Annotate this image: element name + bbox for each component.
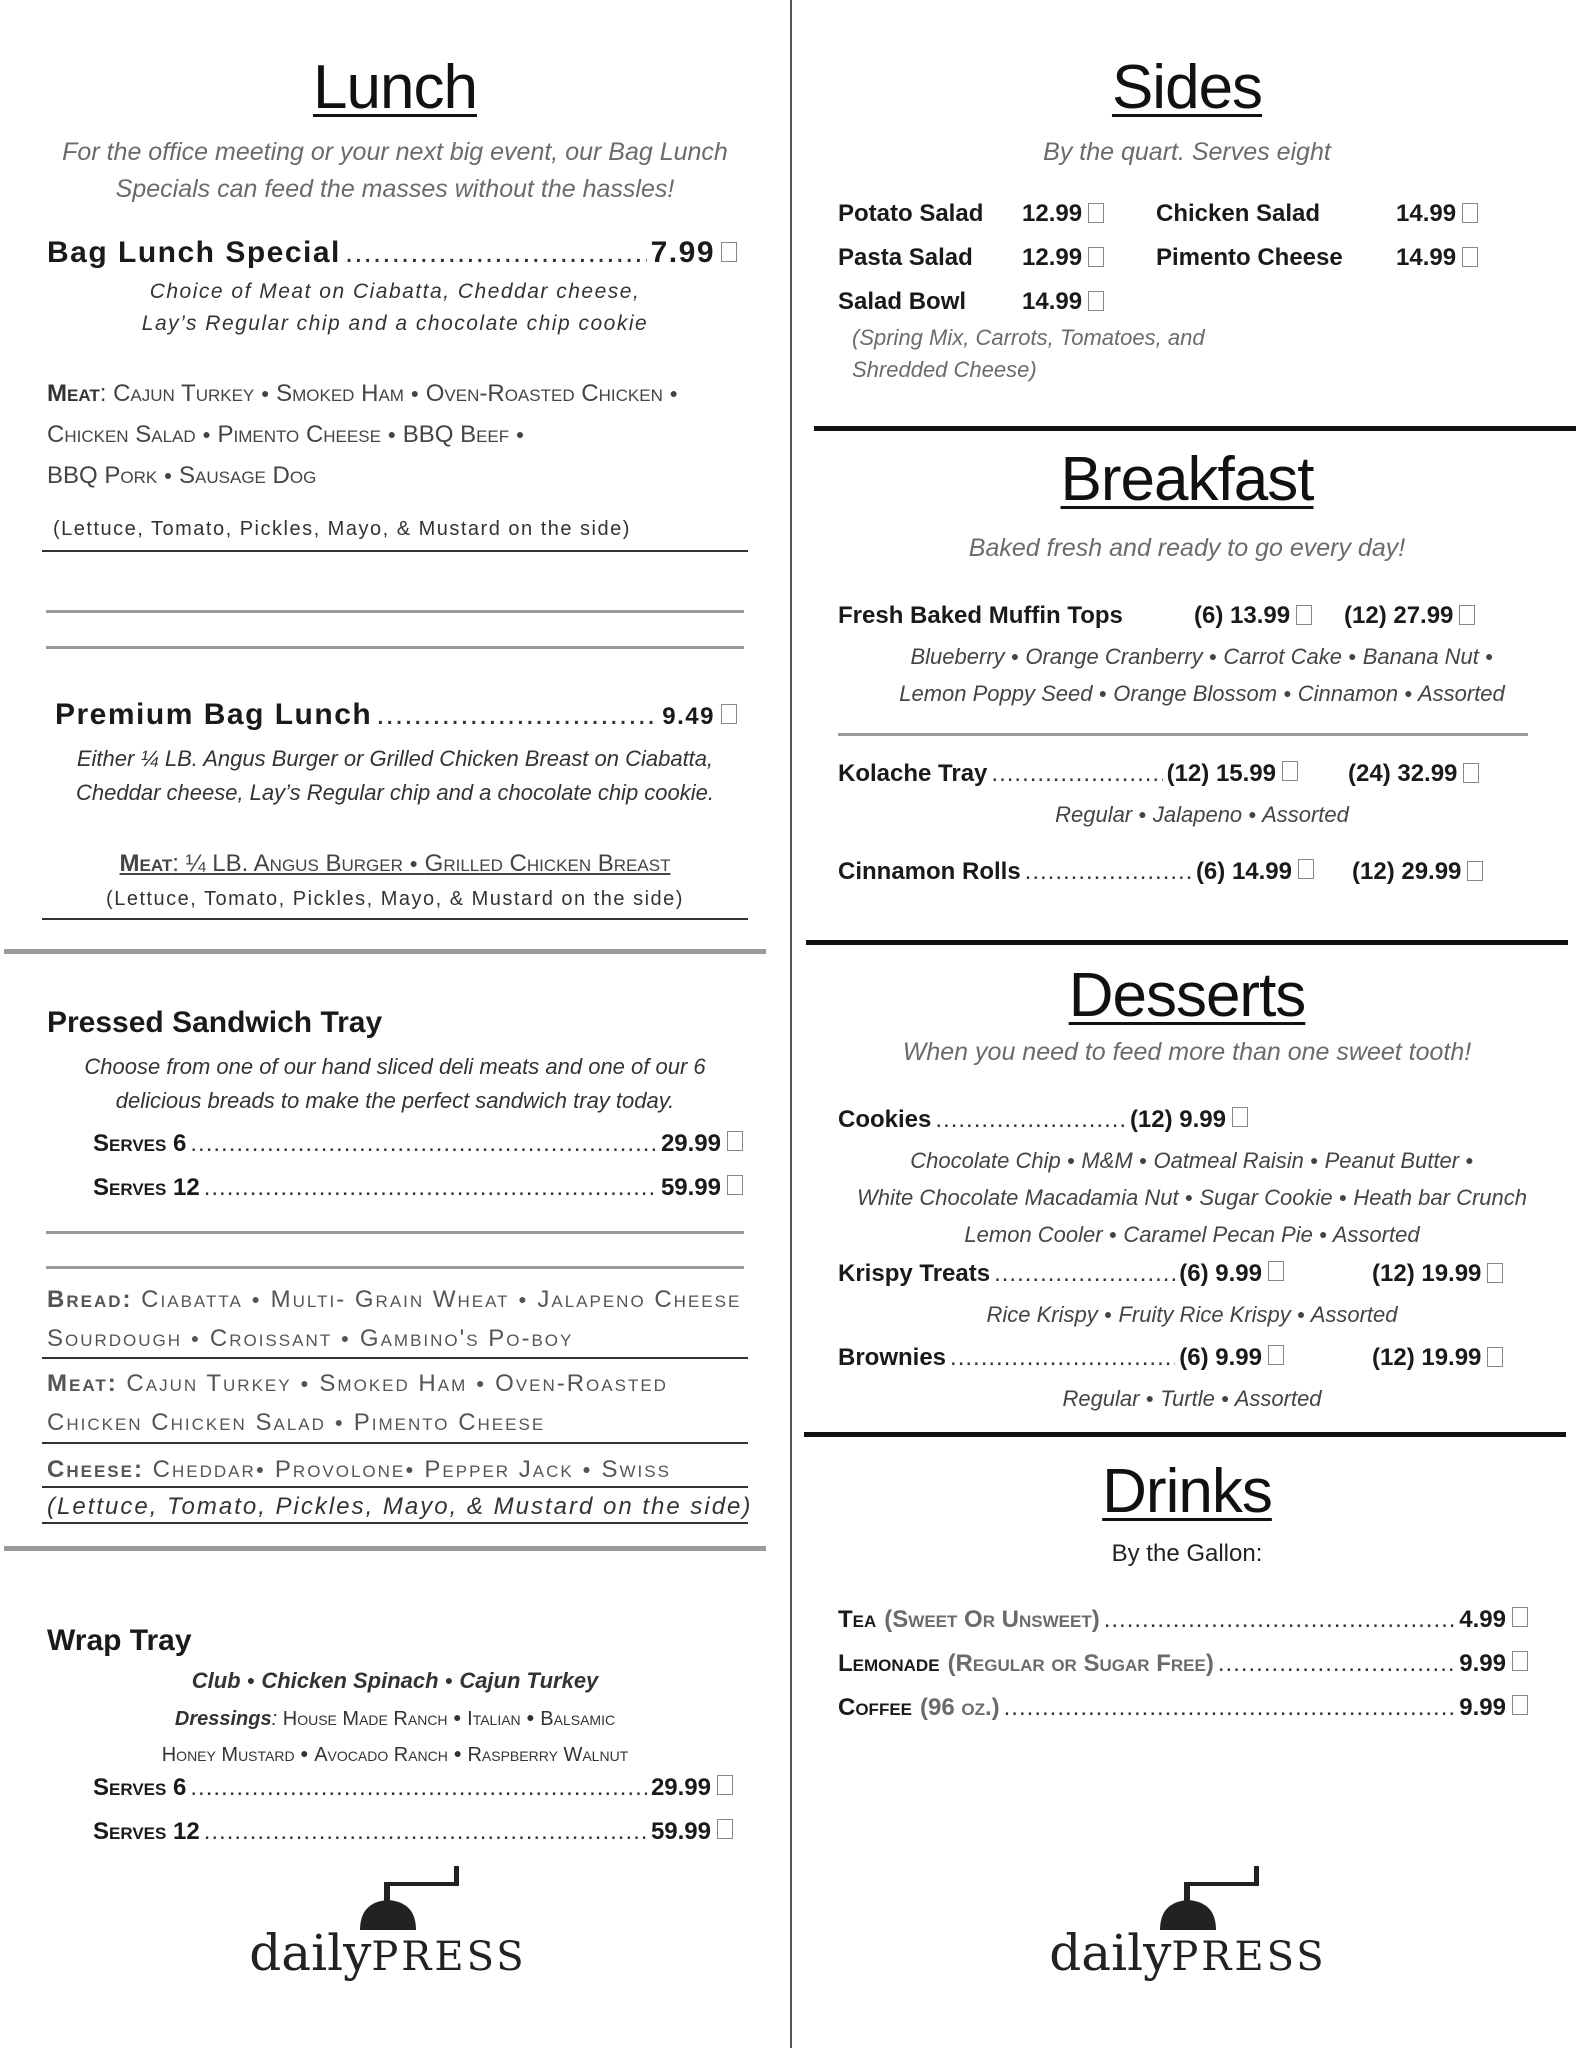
side-name: Salad Bowl — [838, 288, 967, 315]
muffin-6-checkbox[interactable] — [1296, 605, 1312, 625]
bag-lunch-desc: Choice of Meat on Ciabatta, Cheddar cheese, Lay’s Regular chip and a chocolate chip cookie — [141, 280, 649, 335]
flavor-option: Turtle — [1160, 1386, 1215, 1411]
meat-option: Chicken Salad — [47, 421, 196, 448]
wrap-option: Chicken Spinach — [261, 1668, 439, 1693]
drink-note: (Sweet Or Unsweet) — [884, 1606, 1100, 1633]
flavor-option: Chocolate Chip — [910, 1148, 1061, 1173]
pressed-serves-6-label: Serves 6 — [93, 1130, 187, 1157]
bread-label: Bread: — [47, 1286, 133, 1313]
flavor-option: Heath bar Crunch — [1353, 1185, 1527, 1210]
muffin-price-12[interactable] — [1344, 602, 1475, 630]
side-name: Pimento Cheese — [1156, 244, 1343, 271]
cookies-checkbox[interactable] — [1232, 1107, 1248, 1127]
krispy-6-checkbox[interactable] — [1268, 1261, 1284, 1281]
pressed-meat-list: Meat: Cajun Turkey ● Smoked Ham ● Oven-Roasted Chicken Chicken Salad ● Pimento Cheese — [47, 1370, 668, 1436]
flavor-option: Banana Nut — [1362, 644, 1479, 669]
drink-coffee-row[interactable] — [838, 1694, 1528, 1722]
drink-lemonade-row[interactable] — [838, 1650, 1528, 1678]
pressed-serves-6-row[interactable] — [93, 1130, 743, 1158]
wrap-serves-6-checkbox[interactable] — [717, 1775, 733, 1795]
meat-option: Pimento Cheese — [353, 1409, 546, 1436]
premium-price: 9.49 — [662, 703, 715, 730]
price-text: 14.99 — [1022, 288, 1083, 315]
dressing-option: House Made Ranch — [282, 1708, 448, 1730]
price-text: 14.99 — [1396, 200, 1457, 227]
bag-lunch-checkbox[interactable] — [721, 242, 737, 262]
flavor-option: Caramel Pecan Pie — [1123, 1222, 1313, 1247]
flavor-option: Orange Blossom — [1113, 681, 1278, 706]
wrap-serves-12-price: 59.99 — [650, 1818, 711, 1845]
side-name: Potato Salad — [838, 200, 984, 227]
flavor-option: Orange Cranberry — [1025, 644, 1203, 669]
brownies-name: Brownies — [838, 1344, 947, 1371]
side-item-potato-salad[interactable] — [838, 200, 983, 228]
meat-option: Sausage Dog — [179, 462, 317, 489]
krispy-treats-row[interactable] — [838, 1260, 1284, 1288]
kolache-tray-row[interactable] — [838, 760, 1298, 788]
drinks-intro: By the Gallon: — [1111, 1540, 1263, 1567]
meat-option: Pimento Cheese — [217, 421, 381, 448]
price-text: (6) 13.99 — [1194, 602, 1291, 629]
side-checkbox[interactable] — [1088, 203, 1104, 223]
brownies-6-checkbox[interactable] — [1268, 1345, 1284, 1365]
muffin-tops-row[interactable] — [838, 602, 1123, 630]
pressed-tray-name: Pressed Sandwich Tray — [47, 1006, 383, 1039]
lunch-intro: For the office meeting or your next big event, our Bag Lunch Specials can feed the masses without the hassles! — [62, 138, 728, 203]
rule — [46, 646, 744, 649]
muffin-flavors: Blueberry ● Orange Cranberry ● Carrot Cake ● Banana Nut ● Lemon Poppy Seed ● Orange Blossom ● Cinnamon ● Assorted — [899, 644, 1505, 706]
flavor-option: Rice Krispy — [986, 1302, 1098, 1327]
wrap-dressings: Dressings: House Made Ranch ● Italian ● Balsamic Honey Mustard ● Avocado Ranch ● Raspberry Walnut — [161, 1708, 629, 1766]
wrap-tray-name: Wrap Tray — [47, 1624, 192, 1657]
pressed-serves-6-price: 29.99 — [660, 1130, 721, 1157]
price-text: (24) 32.99 — [1348, 760, 1458, 787]
drink-price: 4.99 — [1459, 1606, 1506, 1633]
side-price[interactable] — [1022, 244, 1104, 272]
logo-daily: daily — [249, 1924, 372, 1982]
kolache-flavors: Regular ● Jalapeno ● Assorted — [1055, 802, 1349, 827]
pressed-serves-12-row[interactable] — [93, 1174, 743, 1202]
flavor-option: Assorted — [1262, 802, 1349, 827]
drink-tea-row[interactable] — [838, 1606, 1528, 1634]
drink-checkbox[interactable] — [1512, 1607, 1528, 1627]
side-price[interactable] — [1022, 200, 1104, 228]
dailypress-logo — [248, 1862, 528, 1982]
flavor-option: Assorted — [1310, 1302, 1398, 1327]
side-item-salad-bowl[interactable] — [838, 288, 966, 316]
dressing-option: Italian — [467, 1708, 521, 1730]
breakfast-intro: Baked fresh and ready to go every day! — [968, 534, 1406, 562]
price-text: (12) 29.99 — [1352, 858, 1462, 885]
rule — [46, 610, 744, 613]
wrap-serves-6-label: Serves 6 — [93, 1774, 187, 1801]
logo-daily: daily — [1049, 1924, 1172, 1982]
drink-price: 9.99 — [1459, 1650, 1506, 1677]
meat-option: Grilled Chicken Breast — [424, 850, 671, 877]
cinnamon-name: Cinnamon Rolls — [838, 858, 1021, 885]
flavor-option: Assorted — [1234, 1386, 1322, 1411]
rule — [46, 1266, 744, 1269]
flavor-option: Regular — [1062, 1386, 1140, 1411]
side-checkbox[interactable] — [1088, 247, 1104, 267]
krispy-price-6: (6) 9.99 — [1179, 1260, 1262, 1287]
bag-lunch-toppings: (Lettuce, Tomato, Pickles, Mayo, & Mustard on the side) — [53, 518, 631, 540]
meat-option: Smoked Ham — [276, 380, 404, 407]
wrap-serves-12-checkbox[interactable] — [717, 1819, 733, 1839]
flavor-option: Peanut Butter — [1324, 1148, 1460, 1173]
meat-option: Oven-Roasted Chicken — [47, 1370, 668, 1436]
krispy-name: Krispy Treats — [838, 1260, 991, 1287]
rule — [42, 1357, 748, 1359]
flavor-option: Regular — [1055, 802, 1133, 827]
drink-name: Coffee — [838, 1694, 913, 1721]
wrap-options: Club ● Chicken Spinach ● Cajun Turkey — [191, 1668, 599, 1693]
side-price[interactable] — [1396, 200, 1478, 228]
meat-option: BBQ Beef — [402, 421, 510, 448]
meat-option: Cajun Turkey — [126, 1370, 292, 1397]
kolache-name: Kolache Tray — [838, 760, 988, 787]
bag-lunch-meat-list: Meat: Cajun Turkey ● Smoked Ham ● Oven-Roasted Chicken ● Chicken Salad ● Pimento Cheese ● BBQ Beef ● BBQ Pork ● Sausage Dog — [47, 380, 678, 489]
cinnamon-price-6: (6) 14.99 — [1195, 858, 1292, 885]
lunch-column — [0, 0, 790, 2048]
flavor-option: Lemon Poppy Seed — [899, 681, 1093, 706]
kolache-24-checkbox[interactable] — [1463, 763, 1479, 783]
bread-option: Ciabatta — [141, 1286, 243, 1313]
bread-option: Croissant — [209, 1325, 333, 1352]
section-divider — [4, 1546, 766, 1551]
premium-name: Premium Bag Lunch — [55, 698, 373, 731]
bread-option: Jalapeno Cheese Sourdough — [47, 1286, 742, 1352]
flavor-option: Assorted — [1332, 1222, 1420, 1247]
cinnamon-12-checkbox[interactable] — [1467, 861, 1483, 881]
pressed-bread-list: Bread: Ciabatta ● Multi- Grain Wheat ● Jalapeno Cheese Sourdough ● Croissant ● Gambino's Po-boy — [47, 1286, 742, 1352]
section-divider — [814, 426, 1576, 431]
premium-checkbox[interactable] — [721, 704, 737, 724]
brownie-flavors: Regular ● Turtle ● Assorted — [1062, 1386, 1322, 1411]
logo-press: PRESS — [1171, 1934, 1327, 1980]
wrap-serves-12-label: Serves 12 — [93, 1818, 200, 1845]
side-item-chicken-salad[interactable] — [1156, 200, 1320, 228]
dressing-option: Honey Mustard — [161, 1744, 295, 1766]
pressed-meat-label: Meat: — [47, 1370, 118, 1397]
price-text: (12) 27.99 — [1344, 602, 1454, 629]
wrap-option: Club — [191, 1668, 241, 1693]
pressed-serves-12-label: Serves 12 — [93, 1174, 200, 1201]
drink-price: 9.99 — [1459, 1694, 1506, 1721]
meat-option: Chicken Salad — [151, 1409, 326, 1436]
bag-lunch-special-row[interactable] — [47, 236, 737, 270]
wrap-serves-12-row[interactable] — [93, 1818, 733, 1846]
brownies-price-12[interactable] — [1372, 1344, 1503, 1372]
section-divider — [4, 949, 766, 954]
krispy-flavors: Rice Krispy ● Fruity Rice Krispy ● Assorted — [986, 1302, 1398, 1327]
cheese-option: Swiss — [601, 1456, 671, 1483]
wrap-serves-6-row[interactable] — [93, 1774, 733, 1802]
bag-lunch-meat-label: Meat — [47, 380, 100, 407]
flavor-option: Assorted — [1417, 681, 1505, 706]
salad-bowl-note: (Spring Mix, Carrots, Tomatoes, and Shredded Cheese) — [852, 325, 1205, 382]
rule — [42, 550, 748, 552]
flavor-option: Jalapeno — [1152, 802, 1243, 827]
premium-bag-lunch-row[interactable] — [55, 698, 737, 732]
side-checkbox[interactable] — [1088, 291, 1104, 311]
side-price[interactable] — [1022, 288, 1104, 316]
desserts-intro: When you need to feed more than one sweet tooth! — [902, 1038, 1472, 1066]
pressed-serves-12-price: 59.99 — [660, 1174, 721, 1201]
pressed-serves-6-checkbox[interactable] — [727, 1131, 743, 1151]
drink-note: (96 oz.) — [920, 1694, 1000, 1721]
side-checkbox[interactable] — [1462, 247, 1478, 267]
cookies-name: Cookies — [838, 1106, 932, 1133]
desserts-title: Desserts — [1068, 961, 1306, 1030]
pressed-serves-12-checkbox[interactable] — [727, 1175, 743, 1195]
flavor-option: Carrot Cake — [1223, 644, 1342, 669]
flavor-option: Blueberry — [910, 644, 1005, 669]
cheese-label: Cheese: — [47, 1456, 144, 1483]
cheese-option: Provolone — [274, 1456, 406, 1483]
bag-lunch-name: Bag Lunch Special — [47, 236, 341, 269]
pressed-tray-desc: Choose from one of our hand sliced deli meats and one of our 6 delicious breads to make the perfect sandwich tray today. — [84, 1054, 706, 1113]
drinks-title: Drinks — [1102, 1457, 1272, 1526]
drink-note: (Regular or Sugar Free) — [947, 1650, 1214, 1677]
cinnamon-rolls-row[interactable] — [838, 858, 1314, 886]
bread-option: Gambino's Po-boy — [359, 1325, 574, 1352]
drink-checkbox[interactable] — [1512, 1695, 1528, 1715]
price-text: (12) 19.99 — [1372, 1260, 1482, 1287]
flavor-option: Lemon Cooler — [964, 1222, 1103, 1247]
drink-name: Tea — [838, 1606, 877, 1633]
premium-toppings: (Lettuce, Tomato, Pickles, Mayo, & Mustard on the side) — [106, 888, 684, 910]
dressing-option: Avocado Ranch — [314, 1744, 448, 1766]
cinnamon-6-checkbox[interactable] — [1298, 859, 1314, 879]
flavor-option: M&M — [1081, 1148, 1133, 1173]
meat-option: Smoked Ham — [319, 1370, 468, 1397]
logo-press: PRESS — [371, 1934, 527, 1980]
rule — [42, 1442, 748, 1444]
dressing-option: Balsamic — [540, 1708, 616, 1730]
sides-intro: By the quart. Serves eight — [1043, 138, 1331, 166]
meat-option: Oven-Roasted Chicken — [425, 380, 663, 407]
price-text: 14.99 — [1396, 244, 1457, 271]
rule — [42, 1522, 748, 1524]
muffin-name: Fresh Baked Muffin Tops — [838, 602, 1123, 629]
premium-desc: Either ¼ LB. Angus Burger or Grilled Chicken Breast on Ciabatta, Cheddar cheese, Lay’s Regular chip and a chocolate chip cookie. — [76, 746, 714, 805]
muffin-price-6[interactable] — [1194, 602, 1312, 630]
cinnamon-price-12[interactable] — [1352, 858, 1483, 886]
dressing-option: Raspberry Walnut — [467, 1744, 629, 1766]
flavor-option: Cinnamon — [1297, 681, 1399, 706]
meat-option: ¼ LB. Angus Burger — [185, 850, 403, 877]
lunch-title: Lunch — [313, 53, 477, 122]
dressings-label: Dressings — [174, 1708, 272, 1730]
rule — [46, 1231, 744, 1234]
rule — [42, 1486, 748, 1488]
side-item-pasta-salad[interactable] — [838, 244, 973, 272]
price-text: (12) 19.99 — [1372, 1344, 1482, 1371]
breakfast-title: Breakfast — [1060, 445, 1314, 514]
side-name: Chicken Salad — [1156, 200, 1321, 227]
kolache-price-24[interactable] — [1348, 760, 1479, 788]
meat-option: Cajun Turkey — [113, 380, 255, 407]
cookies-row[interactable] — [838, 1106, 1248, 1134]
premium-meat-label: Meat — [119, 850, 173, 877]
rule — [838, 733, 1528, 736]
wrap-serves-6-price: 29.99 — [650, 1774, 711, 1801]
drink-name: Lemonade — [838, 1650, 940, 1677]
brownies-price-6: (6) 9.99 — [1179, 1344, 1262, 1371]
sides-title: Sides — [1111, 53, 1263, 122]
pressed-cheese-list: Cheese: Cheddar● Provolone● Pepper Jack ● Swiss — [47, 1456, 671, 1483]
side-price[interactable] — [1396, 244, 1478, 272]
pressed-toppings: (Lettuce, Tomato, Pickles, Mayo, & Mustard on the side) — [47, 1493, 753, 1520]
section-divider — [806, 940, 1568, 945]
meat-option: BBQ Pork — [47, 462, 158, 489]
kolache-12-checkbox[interactable] — [1282, 761, 1298, 781]
price-text: 12.99 — [1022, 200, 1083, 227]
side-item-pimento-cheese[interactable] — [1156, 244, 1343, 272]
drink-checkbox[interactable] — [1512, 1651, 1528, 1671]
flavor-option: Fruity Rice Krispy — [1118, 1302, 1291, 1327]
logo-wordmark — [248, 1924, 528, 1982]
price-text: 12.99 — [1022, 244, 1083, 271]
cookies-price: (12) 9.99 — [1129, 1106, 1226, 1133]
brownies-row[interactable] — [838, 1344, 1284, 1372]
bread-option: Multi- Grain Wheat — [270, 1286, 510, 1313]
flavor-option: Oatmeal Raisin — [1153, 1148, 1304, 1173]
flavor-option: Sugar Cookie — [1199, 1185, 1333, 1210]
cheese-option: Pepper Jack — [424, 1456, 574, 1483]
wrap-option: Cajun Turkey — [459, 1668, 599, 1693]
premium-meat-list: Meat: ¼ LB. Angus Burger ● Grilled Chicken Breast — [119, 850, 671, 877]
brownies-12-checkbox[interactable] — [1487, 1347, 1503, 1367]
cookie-flavors: Chocolate Chip ● M&M ● Oatmeal Raisin ● Peanut Butter ● White Chocolate Macadamia Nut ● Sugar Cookie ● Heath bar Crunch Lemon Cooler ● Caramel Pecan Pie ● Assorted — [857, 1148, 1527, 1247]
logo-wordmark — [1048, 1924, 1328, 1982]
krispy-price-12[interactable] — [1372, 1260, 1503, 1288]
right-column — [792, 0, 1582, 2048]
muffin-12-checkbox[interactable] — [1459, 605, 1475, 625]
bag-lunch-price: 7.99 — [650, 236, 715, 269]
side-name: Pasta Salad — [838, 244, 973, 271]
cheese-option: Cheddar — [152, 1456, 256, 1483]
dailypress-logo — [1048, 1862, 1328, 1982]
side-checkbox[interactable] — [1462, 203, 1478, 223]
kolache-price-12: (12) 15.99 — [1166, 760, 1276, 787]
flavor-option: White Chocolate Macadamia Nut — [857, 1185, 1179, 1210]
section-divider — [804, 1432, 1566, 1437]
rule — [42, 918, 748, 920]
krispy-12-checkbox[interactable] — [1487, 1263, 1503, 1283]
